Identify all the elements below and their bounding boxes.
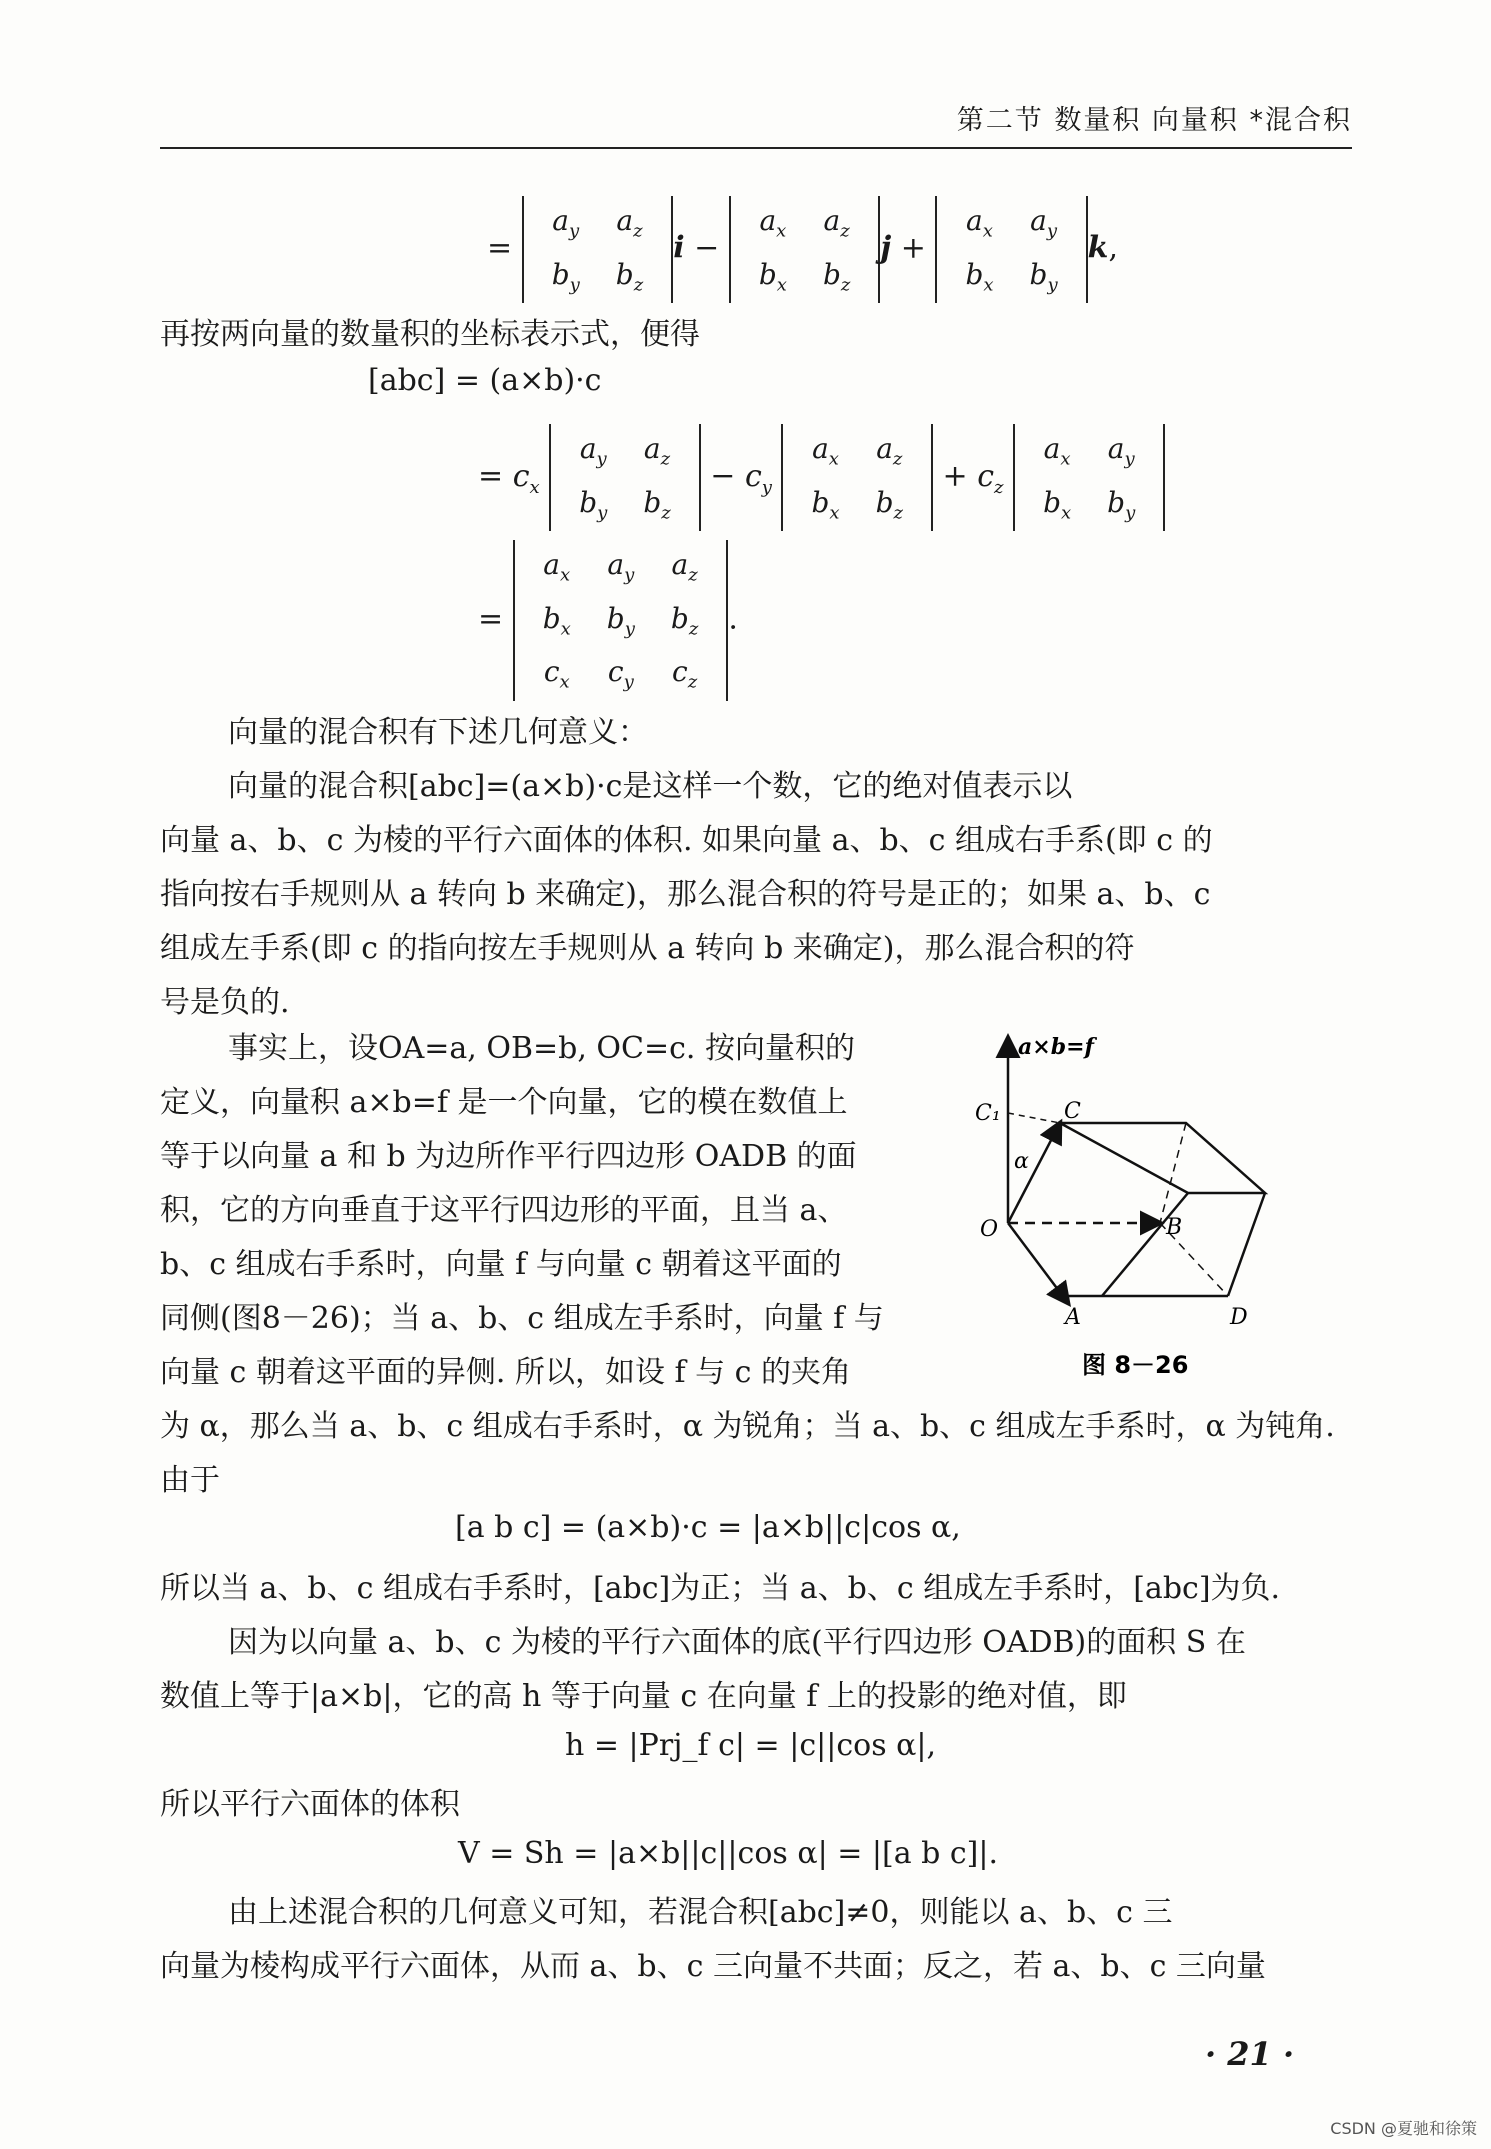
running-header bbox=[160, 98, 1352, 146]
paragraph-line: 再按两向量的数量积的坐标表示式，便得 bbox=[160, 317, 700, 352]
page-number: · 21 · bbox=[1205, 2035, 1295, 2073]
paragraph-line: 由上述混合积的几何意义可知，若混合积[abc]≠0，则能以 a、b、c 三 bbox=[228, 1895, 1173, 1930]
paragraph-line: 数值上等于|a×b|，它的高 h 等于向量 c 在向量 f 上的投影的绝对值，即 bbox=[160, 1679, 1127, 1714]
equation-h: h = |Prj_f c| = |c||cos α|, bbox=[565, 1728, 937, 1763]
paragraph-line: 向量为棱构成平行六面体，从而 a、b、c 三向量不共面；反之，若 a、b、c 三向量 bbox=[160, 1949, 1266, 1984]
expansion-by-c: = $c_x$ $a_y$ $a_z$ $b_y$ $b_z$ − $c_y$ $a_x$ $a_z$ $b_x$ $b_z$ + $c_z$ $a_x$ $a_y$ $b_x$ $b_y$ bbox=[478, 424, 1165, 531]
paragraph-line: 组成左手系(即 c 的指向按左手规则从 a 转向 b 来确定)，那么混合积的符 bbox=[160, 931, 1135, 966]
label-f: a×b=f bbox=[1018, 1034, 1094, 1060]
determinant-j: $a_x$ $a_z$ $b_x$ $b_z$ bbox=[729, 196, 881, 303]
equation-abc: [abc] = (a×b)·c bbox=[368, 363, 602, 398]
label-alpha: α bbox=[1014, 1149, 1029, 1174]
header-title: 第二节 数量积 向量积 *混合积 bbox=[956, 105, 1352, 136]
label-a: A bbox=[1065, 1305, 1081, 1330]
paragraph-line: 向量 a、b、c 为棱的平行六面体的体积. 如果向量 a、b、c 组成右手系(即 c 的 bbox=[160, 823, 1213, 858]
paragraph-line: 向量的混合积[abc]=(a×b)·c是这样一个数，它的绝对值表示以 bbox=[228, 769, 1073, 804]
parallelepiped-diagram bbox=[960, 1028, 1310, 1408]
paragraph-line: 指向按右手规则从 a 转向 b 来确定)，那么混合积的符号是正的；如果 a、b、c bbox=[160, 877, 1211, 912]
header-rule bbox=[160, 147, 1352, 149]
paragraph-line: 因为以向量 a、b、c 为棱的平行六面体的底(平行四边形 OADB)的面积 S 在 bbox=[228, 1625, 1246, 1660]
paragraph-line: b、c 组成右手系时，向量 f 与向量 c 朝着这平面的 bbox=[160, 1247, 842, 1282]
top-face bbox=[1060, 1123, 1265, 1193]
cross-product-expansion: = $a_y$ $a_z$ $b_y$ $b_z$ i − $a_x$ $a_z$ $b_x$ $b_z$ j + $a_x$ $a_y$ $b_x$ $b_y$ k, bbox=[487, 196, 1118, 303]
paragraph-line: 号是负的. bbox=[160, 985, 290, 1020]
label-b: B bbox=[1166, 1215, 1183, 1240]
determinant-k: $a_x$ $a_y$ $b_x$ $b_y$ bbox=[935, 196, 1087, 303]
paragraph-line: 等于以向量 a 和 b 为边所作平行四边形 OADB 的面 bbox=[160, 1139, 857, 1174]
label-d: D bbox=[1230, 1305, 1248, 1330]
determinant-3x3: = $a_x$ $a_y$ $a_z$ $b_x$ $b_y$ $b_z$ $c_x$ $c_y$ $c_z$ . bbox=[478, 540, 738, 701]
determinant-i: $a_y$ $a_z$ $b_y$ $b_z$ bbox=[522, 196, 674, 303]
paragraph-line: 向量的混合积有下述几何意义： bbox=[228, 715, 648, 750]
paragraph-line: 同侧(图8－26)；当 a、b、c 组成左手系时，向量 f 与 bbox=[160, 1301, 884, 1336]
paragraph-line: 由于 bbox=[160, 1463, 220, 1498]
paragraph-line: 定义，向量积 a×b=f 是一个向量，它的模在数值上 bbox=[160, 1085, 848, 1120]
watermark: CSDN @夏驰和徐策 bbox=[1330, 2119, 1477, 2138]
equation-volume: V = Sh = |a×b||c||cos α| = |[a b c]|. bbox=[458, 1836, 999, 1871]
paragraph-line: 向量 c 朝着这平面的异侧. 所以，如设 f 与 c 的夹角 bbox=[160, 1355, 851, 1390]
vector-oa bbox=[1008, 1223, 1068, 1303]
paragraph-line: 事实上，设OA=a, OB=b, OC=c. 按向量积的 bbox=[228, 1031, 855, 1066]
paragraph-line: 所以当 a、b、c 组成右手系时，[abc]为正；当 a、b、c 组成左手系时，[abc]为负. bbox=[160, 1571, 1281, 1606]
figure-caption: 图 8－26 bbox=[1082, 1351, 1189, 1379]
label-o: O bbox=[980, 1217, 999, 1242]
label-c1: C₁ bbox=[975, 1101, 1001, 1126]
equation-cos: [a b c] = (a×b)·c = |a×b||c|cos α, bbox=[455, 1510, 961, 1545]
projection-line bbox=[1008, 1113, 1060, 1123]
figure-8-26 bbox=[960, 1028, 1310, 1408]
paragraph-line: 所以平行六面体的体积 bbox=[160, 1787, 460, 1822]
paragraph-line: 为 α，那么当 a、b、c 组成右手系时，α 为锐角；当 a、b、c 组成左手系时，α 为钝角. bbox=[160, 1409, 1335, 1444]
label-c: C bbox=[1064, 1099, 1081, 1124]
paragraph-line: 积，它的方向垂直于这平行四边形的平面，且当 a、 bbox=[160, 1193, 848, 1228]
